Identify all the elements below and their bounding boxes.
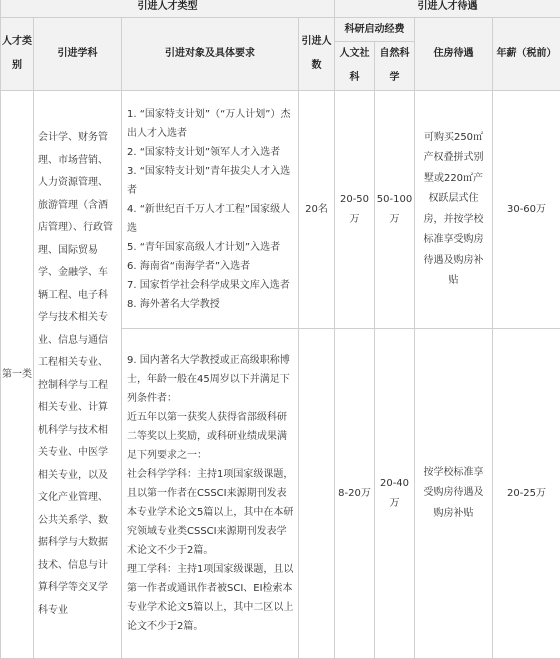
header-requirements: 引进对象及具体要求 xyxy=(122,18,299,91)
header-category: 人才类别 xyxy=(1,18,34,91)
requirement-item: 8. 海外著名大学教授 xyxy=(127,295,295,314)
requirement-item: 7. 国家哲学社会科学成果文库入选者 xyxy=(127,276,295,295)
requirement-item: 1. “国家特支计划”（“万人计划”）杰出人才入选者 xyxy=(127,105,295,143)
tier2-housing: 按学校标准享受购房待遇及购房补贴 xyxy=(415,329,493,659)
tier1-requirements xyxy=(122,91,299,329)
header-count: 引进人数 xyxy=(299,18,335,91)
header-science: 自然科学 xyxy=(375,42,415,91)
tier2-count xyxy=(299,329,335,659)
header-talent-treatment: 引进人才待遇 xyxy=(335,0,560,18)
tier2-salary: 20-25万 xyxy=(493,329,560,659)
requirement-item: 9. 国内著名大学教授或正高级职称博士，年龄一般在45周岁以下并满足下列条件者： xyxy=(127,351,295,408)
header-housing: 住房待遇 xyxy=(415,18,493,91)
requirement-item: 社会科学学科：主持1项国家级课题，且以第一作者在CSSCI来源期刊发表本专业学术论文5篇以上，其中在本研究领域专业类CSSCI来源期刊发表学术论文不少于2篇。 xyxy=(127,465,295,560)
header-talent-type: 引进人才类型 xyxy=(1,0,335,18)
requirement-item: 6. 海南省“南海学者”入选者 xyxy=(127,257,295,276)
requirement-item: 4. “新世纪百千万人才工程”国家级人选 xyxy=(127,200,295,238)
tier2-requirements xyxy=(122,329,299,659)
requirement-item: 理工学科：主持1项国家级课题，且以第一作者或通讯作者被SCI、EI检索本专业学术论文5篇以上，其中二区以上论文不少于2篇。 xyxy=(127,560,295,636)
tier1-count: 20名 xyxy=(299,91,335,329)
tier1-housing: 可购买250㎡产权叠拼式别墅或220㎡产权跃层式住房，并按学校标准享受购房待遇及购房补贴 xyxy=(415,91,493,329)
tier1-salary: 30-60万 xyxy=(493,91,560,329)
tier2-fund-science: 20-40万 xyxy=(375,329,415,659)
tier2-fund-humanities: 8-20万 xyxy=(335,329,375,659)
header-salary: 年薪（税前） xyxy=(493,18,560,91)
header-humanities: 人文社科 xyxy=(335,42,375,91)
category-cell: 第一类 xyxy=(1,91,34,659)
header-subject: 引进学科 xyxy=(34,18,122,91)
tier1-fund-humanities: 20-50万 xyxy=(335,91,375,329)
requirement-item: 5. “青年国家高级人才计划”入选者 xyxy=(127,238,295,257)
tier1-fund-science: 50-100万 xyxy=(375,91,415,329)
subjects-cell: 会计学、财务管理、市场营销、人力资源管理、旅游管理（含酒店管理）、行政管理、国际贸易学、金融学、车辆工程、电子科学与技术相关专业、信息与通信工程相关专业、控制科学与工程相关专业、计算机科学与技术相关专业、中医学相关专业，以及文化产业管理、公共关系学、数据科学与大数据技术、信息与计算科学等交叉学科专业 xyxy=(34,91,122,659)
requirement-item: 3. “国家特支计划”青年拔尖人才入选者 xyxy=(127,162,295,200)
requirement-item: 2. “国家特支计划”领军人才入选者 xyxy=(127,143,295,162)
requirement-item: 近五年以第一获奖人获得省部级科研二等奖以上奖励，或科研业绩成果满足下列要求之一： xyxy=(127,408,295,465)
header-research-funding: 科研启动经费 xyxy=(335,18,415,42)
